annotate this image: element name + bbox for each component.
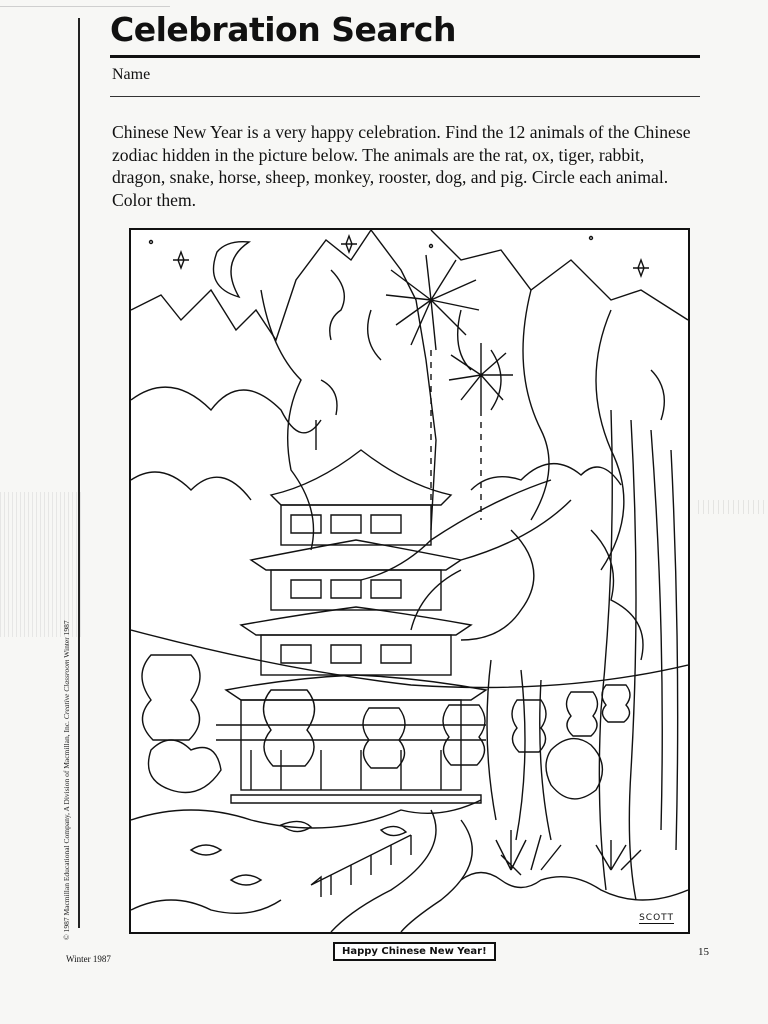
name-write-line[interactable] [110,96,700,97]
fireworks [386,255,513,520]
scan-artifact-right [698,500,768,514]
hidden-animals-picture[interactable] [129,228,690,934]
ground [131,739,688,932]
trees [361,410,678,900]
pagoda [216,420,486,803]
crescent-moon [213,242,249,297]
issue-season: Winter 1987 [66,954,111,964]
page-title: Celebration Search [110,10,456,49]
copyright-credit [62,520,71,940]
stars [150,236,650,276]
footer-banner: Happy Chinese New Year! [333,942,496,961]
mountains [131,230,688,570]
name-label: Name [112,66,151,83]
illustrator-signature: SCOTT [639,913,674,923]
instructions-paragraph: Chinese New Year is a very happy celebration. Find the 12 animals of the Chinese zodiac hidden in the picture below. The animals are the rat, ox, tiger, rabbit, dragon, snake, horse, sheep, monkey, rooster, dog, and pig. Circle each animal. Color them. [112,122,691,210]
coloring-illustration [131,230,688,932]
title-rule [110,55,700,58]
credit-magazine: Creative Classroom [62,659,71,720]
lanterns [142,655,630,768]
margin-rule [78,18,80,928]
page-edge [0,6,170,7]
credit-publisher: © 1987 Macmillan Educational Company, A Division of Macmillan, Inc. [62,721,71,940]
credit-issue: Winter 1987 [62,620,71,658]
page-number: 15 [698,946,709,958]
